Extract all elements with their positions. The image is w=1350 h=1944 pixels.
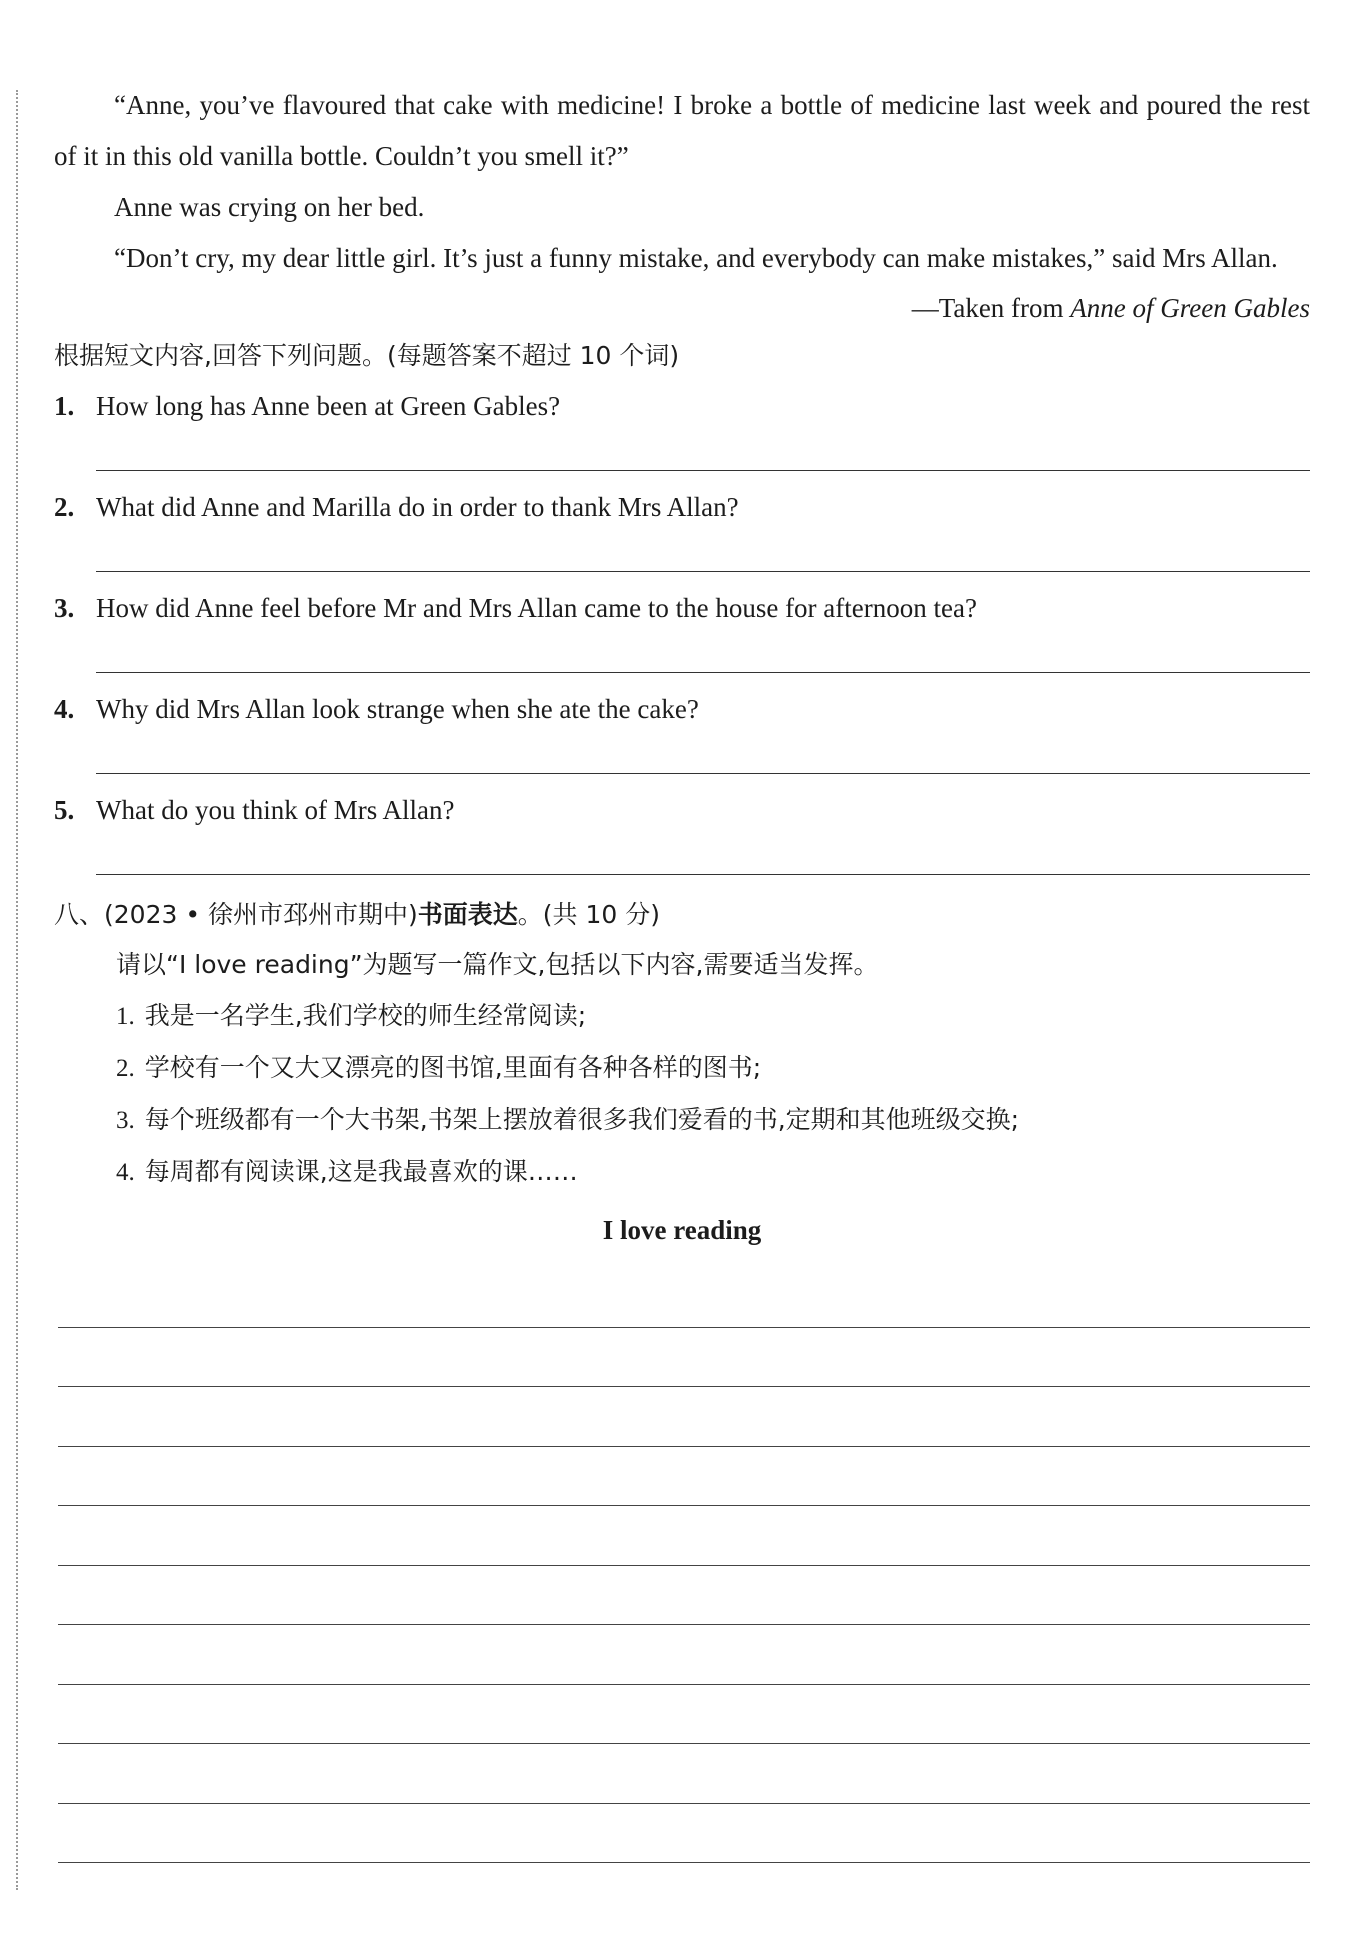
passage-paragraph-2: Anne was crying on her bed.	[114, 192, 425, 222]
writing-line[interactable]	[58, 1566, 1310, 1626]
task-item-text: 每个班级都有一个大书架,书架上摆放着很多我们爱看的书,定期和其他班级交换;	[144, 1105, 1020, 1134]
task-item-1	[116, 990, 1310, 1042]
writing-line[interactable]	[58, 1447, 1310, 1507]
question-text: What do you think of Mrs Allan?	[96, 795, 455, 825]
question-5	[54, 790, 1310, 875]
question-1	[54, 386, 1310, 471]
question-number: 2.	[54, 492, 75, 522]
question-4	[54, 689, 1310, 774]
question-number: 5.	[54, 795, 75, 825]
section-prefix: 八、(2023 • 徐州市邳州市期中)	[54, 900, 418, 929]
passage-paragraph-1: “Anne, you’ve flavoured that cake with medicine! I broke a bottle of medicine last week and poured the rest of it in this old vanilla bottle. Couldn’t you smell it?”	[54, 90, 1310, 171]
essay-title: I love reading	[602, 1215, 762, 1245]
section-title: 书面表达	[417, 900, 518, 929]
task-item-text: 每周都有阅读课,这是我最喜欢的课……	[144, 1157, 578, 1186]
questions-instruction: 根据短文内容,回答下列问题。(每题答案不超过 10 个词)	[54, 341, 680, 370]
section-points: 。(共 10 分)	[517, 900, 661, 929]
question-number: 4.	[54, 694, 75, 724]
source-title: Anne of Green Gables	[1070, 293, 1310, 323]
answer-line[interactable]	[96, 874, 1310, 875]
writing-line[interactable]	[58, 1625, 1310, 1685]
writing-line[interactable]	[58, 1685, 1310, 1745]
writing-line[interactable]	[58, 1804, 1310, 1864]
question-text: Why did Mrs Allan look strange when she ate the cake?	[96, 694, 699, 724]
writing-line[interactable]	[58, 1268, 1310, 1328]
answer-line[interactable]	[96, 672, 1310, 673]
section-8-heading	[54, 891, 1310, 939]
task-item-text: 学校有一个又大又漂亮的图书馆,里面有各种各样的图书;	[144, 1053, 762, 1082]
task-item-number: 4.	[116, 1159, 135, 1186]
writing-line[interactable]	[58, 1387, 1310, 1447]
question-3	[54, 588, 1310, 673]
task-item-2	[116, 1042, 1310, 1094]
task-item-text: 我是一名学生,我们学校的师生经常阅读;	[144, 1001, 587, 1030]
binding-margin-line	[16, 90, 18, 1890]
task-item-number: 2.	[116, 1055, 135, 1082]
question-text: What did Anne and Marilla do in order to thank Mrs Allan?	[96, 492, 739, 522]
question-text: How did Anne feel before Mr and Mrs Allan came to the house for afternoon tea?	[96, 593, 977, 623]
task-item-3	[116, 1094, 1310, 1146]
question-text: How long has Anne been at Green Gables?	[96, 391, 561, 421]
answer-line[interactable]	[96, 470, 1310, 471]
writing-task: 请以“I love reading”为题写一篇作文,包括以下内容,需要适当发挥。	[116, 950, 879, 979]
answer-line[interactable]	[96, 773, 1310, 774]
task-item-number: 3.	[116, 1107, 135, 1134]
writing-line[interactable]	[58, 1328, 1310, 1388]
writing-area[interactable]	[54, 1268, 1310, 1863]
question-number: 3.	[54, 593, 75, 623]
answer-line[interactable]	[96, 571, 1310, 572]
page-content	[54, 80, 1310, 1863]
task-item-number: 1.	[116, 1003, 135, 1030]
question-number: 1.	[54, 391, 75, 421]
task-item-4	[116, 1146, 1310, 1198]
source-prefix: —Taken from	[911, 293, 1071, 323]
question-2	[54, 487, 1310, 572]
writing-line[interactable]	[58, 1506, 1310, 1566]
passage-source	[54, 284, 1310, 332]
passage-paragraph-3: “Don’t cry, my dear little girl. It’s just a funny mistake, and everybody can make mistakes,” said Mrs Allan.	[114, 243, 1278, 273]
writing-line[interactable]	[58, 1744, 1310, 1804]
